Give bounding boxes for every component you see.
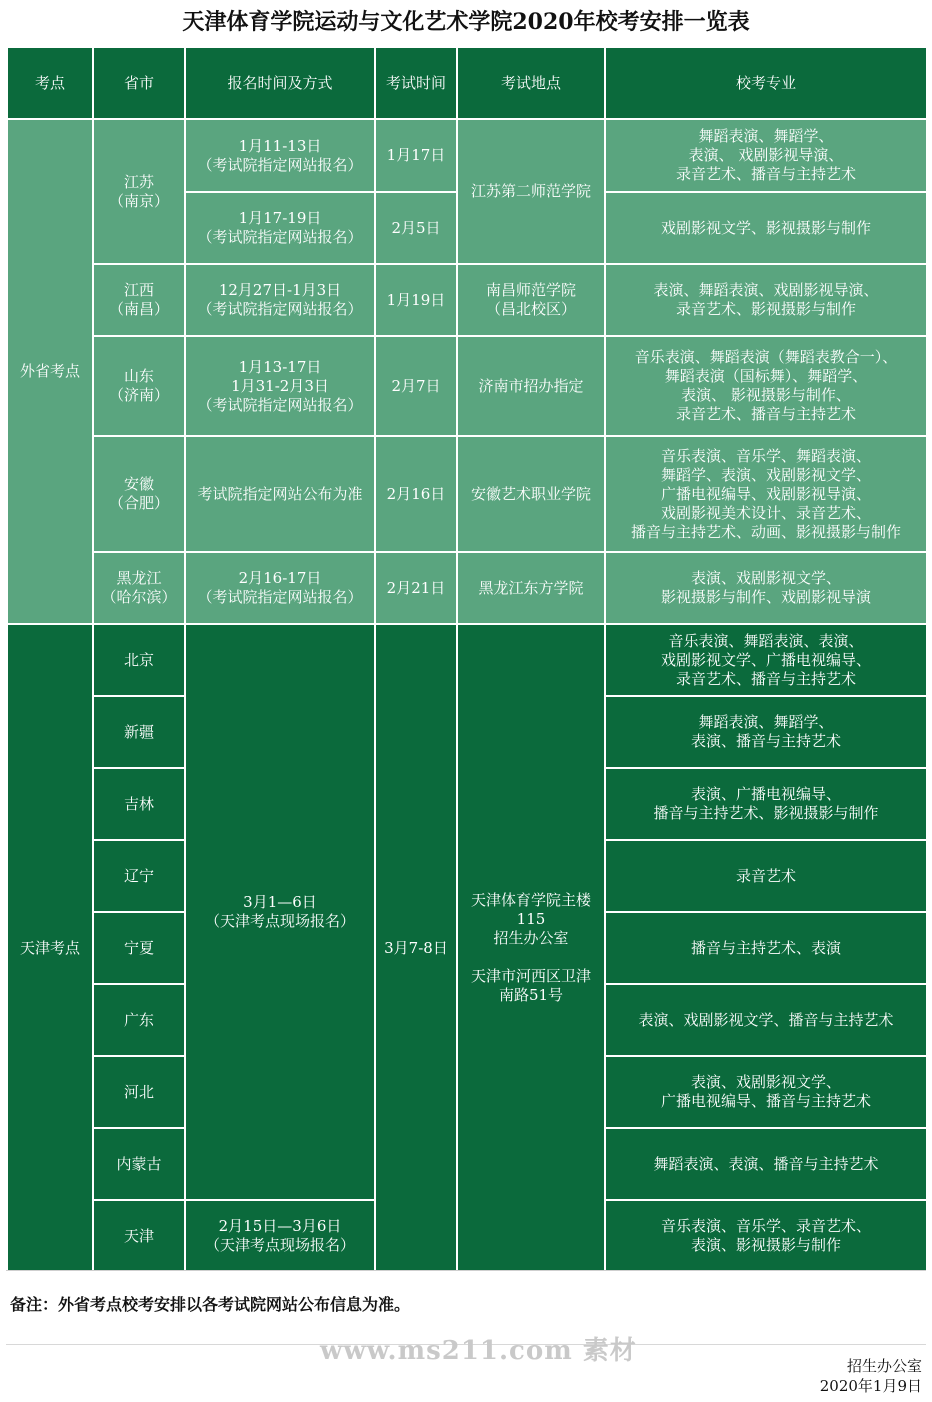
table-row [7,436,927,552]
exam-date-cell: 1月19日 [375,264,457,336]
majors-cell: 表演、戏剧影视文学、 广播电视编导、播音与主持艺术 [605,1056,927,1128]
page-title: 天津体育学院运动与文化艺术学院2020年校考安排一览表 [182,9,750,35]
header-cell: 考试时间 [375,47,457,119]
province-cell: 天津 [93,1200,185,1272]
location-cell: 南昌师范学院 （昌北校区） [457,264,605,336]
exam-date-cell: 2月21日 [375,552,457,624]
exam-date-cell: 3月7-8日 [375,624,457,1272]
registration-cell: 3月1—6日 （天津考点现场报名） [185,624,375,1200]
registration-cell: 1月11-13日 （考试院指定网站报名） [185,119,375,192]
registration-cell: 1月13-17日 1月31-2月3日 （考试院指定网站报名） [185,336,375,436]
province-cell: 宁夏 [93,912,185,984]
majors-cell: 音乐表演、舞蹈表演（舞蹈表教合一）、 舞蹈表演（国标舞）、舞蹈学、 表演、 影视摄影与制作、 录音艺术、播音与主持艺术 [605,336,927,436]
majors-cell: 录音艺术 [605,840,927,912]
registration-cell: 12月27日-1月3日 （考试院指定网站报名） [185,264,375,336]
province-cell: 山东 （济南） [93,336,185,436]
majors-cell: 表演、舞蹈表演、戏剧影视导演、 录音艺术、影视摄影与制作 [605,264,927,336]
outer-province-section [7,119,927,624]
signature-office: 招生办公室 [846,1357,922,1375]
header-cell: 报名时间及方式 [185,47,375,119]
majors-cell: 表演、戏剧影视文学、 影视摄影与制作、戏剧影视导演 [605,552,927,624]
schedule-table [6,46,928,1273]
registration-cell: 2月16-17日 （考试院指定网站报名） [185,552,375,624]
footnote: 备注：外省考点校考安排以各考试院网站公布信息为准。 [10,1295,411,1314]
location-cell: 江苏第二师范学院 [457,119,605,264]
province-cell: 江西 （南昌） [93,264,185,336]
majors-cell: 音乐表演、舞蹈表演、表演、 戏剧影视文学、广播电视编导、 录音艺术、播音与主持艺术 [605,624,927,696]
majors-cell: 音乐表演、音乐学、舞蹈表演、 舞蹈学、表演、戏剧影视文学、 广播电视编导、戏剧影视导演、 戏剧影视美术设计、录音艺术、 播音与主持艺术、动画、影视摄影与制作 [605,436,927,552]
header-cell: 省市 [93,47,185,119]
exam-date-cell: 2月7日 [375,336,457,436]
province-cell: 新疆 [93,696,185,768]
signature-block [820,1356,922,1396]
location-cell: 天津体育学院主楼 115 招生办公室 天津市河西区卫津 南路51号 [457,624,605,1272]
location-cell: 安徽艺术职业学院 [457,436,605,552]
table-row [7,264,927,336]
divider [6,1270,926,1271]
group-cell: 天津考点 [7,624,93,1272]
table-row [7,119,927,192]
majors-cell: 舞蹈表演、表演、播音与主持艺术 [605,1128,927,1200]
province-cell: 安徽 （合肥） [93,436,185,552]
majors-cell: 表演、广播电视编导、 播音与主持艺术、影视摄影与制作 [605,768,927,840]
province-cell: 江苏 （南京） [93,119,185,264]
majors-cell: 舞蹈表演、舞蹈学、 表演、 戏剧影视导演、 录音艺术、播音与主持艺术 [605,119,927,192]
registration-cell: 2月15日—3月6日 （天津考点现场报名） [185,1200,375,1272]
registration-cell: 1月17-19日 （考试院指定网站报名） [185,192,375,264]
header-cell: 校考专业 [605,47,927,119]
province-cell: 北京 [93,624,185,696]
registration-cell: 考试院指定网站公布为准 [185,436,375,552]
table-header-row [7,47,927,119]
province-cell: 辽宁 [93,840,185,912]
province-cell: 黑龙江 （哈尔滨） [93,552,185,624]
exam-date-cell: 2月5日 [375,192,457,264]
header-cell: 考点 [7,47,93,119]
province-cell: 吉林 [93,768,185,840]
majors-cell: 音乐表演、音乐学、录音艺术、 表演、影视摄影与制作 [605,1200,927,1272]
table-row [7,624,927,696]
watermark: www.ms211.com 素材 [320,1336,637,1366]
exam-date-cell: 1月17日 [375,119,457,192]
table-row [7,336,927,436]
majors-cell: 舞蹈表演、舞蹈学、 表演、播音与主持艺术 [605,696,927,768]
group-cell: 外省考点 [7,119,93,624]
exam-date-cell: 2月16日 [375,436,457,552]
tianjin-section [7,624,927,1272]
province-cell: 河北 [93,1056,185,1128]
location-cell: 黑龙江东方学院 [457,552,605,624]
majors-cell: 表演、戏剧影视文学、播音与主持艺术 [605,984,927,1056]
table-row [7,552,927,624]
majors-cell: 播音与主持艺术、表演 [605,912,927,984]
majors-cell: 戏剧影视文学、影视摄影与制作 [605,192,927,264]
location-cell: 济南市招办指定 [457,336,605,436]
province-cell: 内蒙古 [93,1128,185,1200]
province-cell: 广东 [93,984,185,1056]
signature-date: 2020年1月9日 [819,1377,922,1395]
header-cell: 考试地点 [457,47,605,119]
